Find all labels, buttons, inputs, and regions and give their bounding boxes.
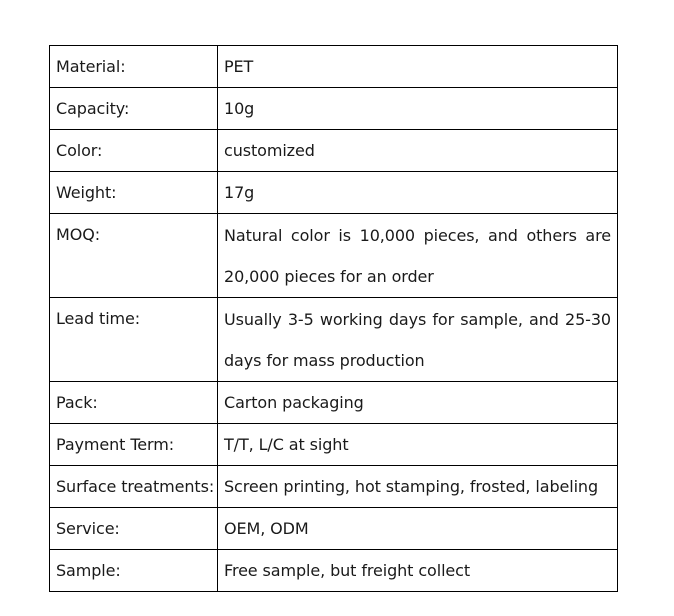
row-label: Sample: (50, 550, 218, 592)
row-label: Capacity: (50, 88, 218, 130)
table-row (50, 46, 618, 88)
row-label: Material: (50, 46, 218, 88)
row-value: Screen printing, hot stamping, frosted, labeling (218, 466, 618, 508)
row-label: Pack: (50, 382, 218, 424)
row-label: Service: (50, 508, 218, 550)
row-value: PET (218, 46, 618, 88)
table-row (50, 130, 618, 172)
product-spec-table (49, 45, 618, 592)
table-row (50, 172, 618, 214)
row-value: 10g (218, 88, 618, 130)
table-row (50, 88, 618, 130)
table-row (50, 550, 618, 592)
table-row (50, 466, 618, 508)
row-label: Payment Term: (50, 424, 218, 466)
table-row (50, 424, 618, 466)
row-value: Carton packaging (218, 382, 618, 424)
row-label: Surface treatments: (50, 466, 218, 508)
row-label: Weight: (50, 172, 218, 214)
row-value: Natural color is 10,000 pieces, and others are 20,000 pieces for an order (218, 214, 618, 298)
table-row (50, 508, 618, 550)
row-value: T/T, L/C at sight (218, 424, 618, 466)
row-label: Lead time: (50, 298, 218, 382)
table-row (50, 298, 618, 382)
row-value: Usually 3-5 working days for sample, and 25-30 days for mass production (218, 298, 618, 382)
table-row (50, 214, 618, 298)
table-row (50, 382, 618, 424)
row-label: Color: (50, 130, 218, 172)
row-value: customized (218, 130, 618, 172)
row-label: MOQ: (50, 214, 218, 298)
row-value: 17g (218, 172, 618, 214)
row-value: Free sample, but freight collect (218, 550, 618, 592)
row-value: OEM, ODM (218, 508, 618, 550)
